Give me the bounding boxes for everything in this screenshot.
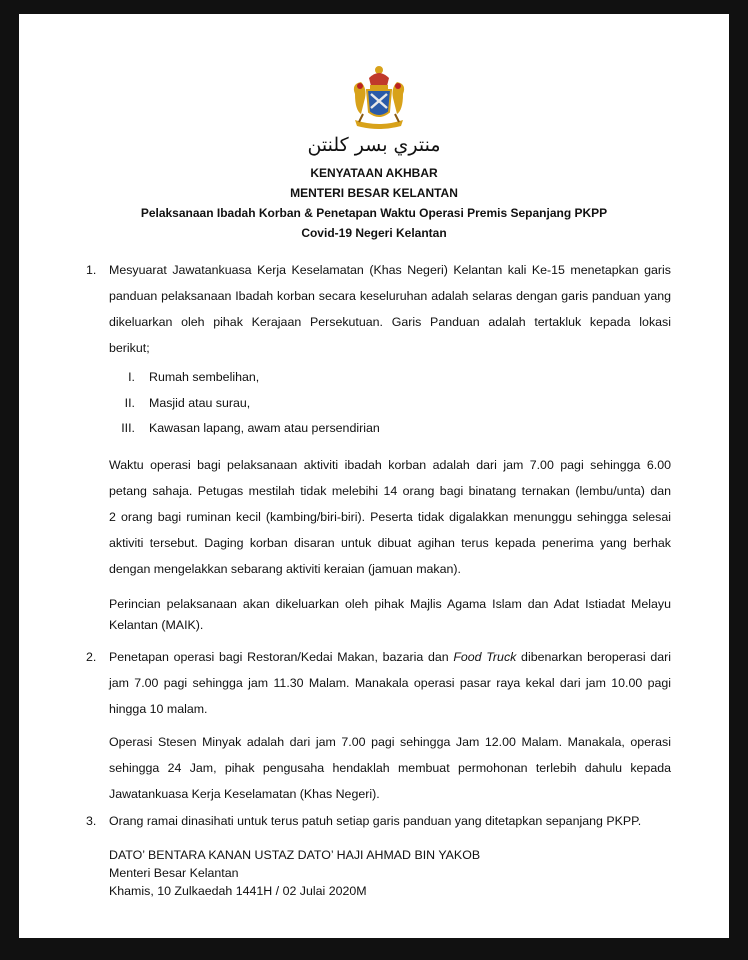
header-line-3: Pelaksanaan Ibadah Korban & Penetapan Waktu Operasi Premis Sepanjang PKPP xyxy=(140,206,608,220)
details-line: Kelantan (MAIK). xyxy=(109,618,204,632)
item-2-line: jam 7.00 pagi sehingga jam 11.30 Malam. Manakala operasi pasar raya kekal dari jam 10.00 pagi xyxy=(109,676,671,690)
operation-line: aktiviti tersebut. Daging korban disaran untuk dibuat agihan terus kepada penerima yang berhak xyxy=(109,536,671,550)
location-numeral: I. xyxy=(128,370,135,384)
item-1-line: Mesyuarat Jawatankuasa Kerja Keselamatan (Khas Negeri) Kelantan kali Ke-15 menetapkan garis xyxy=(109,263,671,277)
fuel-line: Operasi Stesen Minyak adalah dari jam 7.00 pagi sehingga Jam 12.00 Malam. Manakala, operasi xyxy=(109,735,671,749)
operation-line: dengan mengelakkan sebarang aktiviti keraian (jamuan makan). xyxy=(109,562,461,576)
item-2-line: Penetapan operasi bagi Restoran/Kedai Makan, bazaria dan Food Truck dibenarkan beroperasi dari xyxy=(109,650,671,664)
jawi-title: منتري بسر كلنتن xyxy=(307,134,441,156)
location-numeral: II. xyxy=(124,396,135,410)
location-item: Masjid atau surau, xyxy=(149,396,251,410)
fuel-line: sehingga 24 Jam, pihak pengusaha hendaklah membuat permohonan terlebih dahulu kepada xyxy=(109,761,671,775)
header-line-2: MENTERI BESAR KELANTAN xyxy=(290,186,458,200)
item-1-line: dikeluarkan oleh pihak Kerajaan Persekutuan. Garis Panduan adalah tertakluk kepada lokasi xyxy=(109,315,671,329)
details-line: Perincian pelaksanaan akan dikeluarkan oleh pihak Majlis Agama Islam dan Adat Istiadat Melayu xyxy=(109,597,671,611)
header-line-4: Covid-19 Negeri Kelantan xyxy=(301,226,447,240)
kelantan-crest-icon xyxy=(349,64,409,130)
item-1-line: berikut; xyxy=(109,341,150,355)
item-1-line: panduan pelaksanaan Ibadah korban secara keseluruhan adalah selaras dengan garis panduan yang xyxy=(109,289,671,303)
press-release-page xyxy=(19,14,729,938)
item-3-number: 3. xyxy=(86,814,97,828)
location-item: Kawasan lapang, awam atau persendirian xyxy=(149,421,380,435)
item-2-line: hingga 10 malam. xyxy=(109,702,208,716)
header-line-1: KENYATAAN AKHBAR xyxy=(310,166,438,180)
operation-line: Waktu operasi bagi pelaksanaan aktiviti ibadah korban adalah dari jam 7.00 pagi sehingga 6.00 xyxy=(109,458,671,472)
location-numeral: III. xyxy=(121,421,135,435)
release-date: Khamis, 10 Zulkaedah 1441H / 02 Julai 2020M xyxy=(109,884,367,898)
operation-line: petang sahaja. Petugas mestilah tidak melebihi 14 orang bagi binatang ternakan (lembu/unta) dan xyxy=(109,484,671,498)
food-truck-text: Food Truck xyxy=(453,650,517,664)
fuel-line: Jawatankuasa Kerja Keselamatan (Khas Negeri). xyxy=(109,787,380,801)
location-item: Rumah sembelihan, xyxy=(149,370,260,384)
signatory-position: Menteri Besar Kelantan xyxy=(109,866,239,880)
item-3-text: Orang ramai dinasihati untuk terus patuh setiap garis panduan yang ditetapkan sepanjang PKPP. xyxy=(109,814,642,828)
item-1-number: 1. xyxy=(86,263,97,277)
item-2-number: 2. xyxy=(86,650,97,664)
operation-line: 2 orang bagi ruminan kecil (kambing/biri-biri). Peserta tidak digalakkan menunggu sehingga selesai xyxy=(109,510,671,524)
signatory-name: DATO’ BENTARA KANAN USTAZ DATO’ HAJI AHMAD BIN YAKOB xyxy=(109,848,481,862)
